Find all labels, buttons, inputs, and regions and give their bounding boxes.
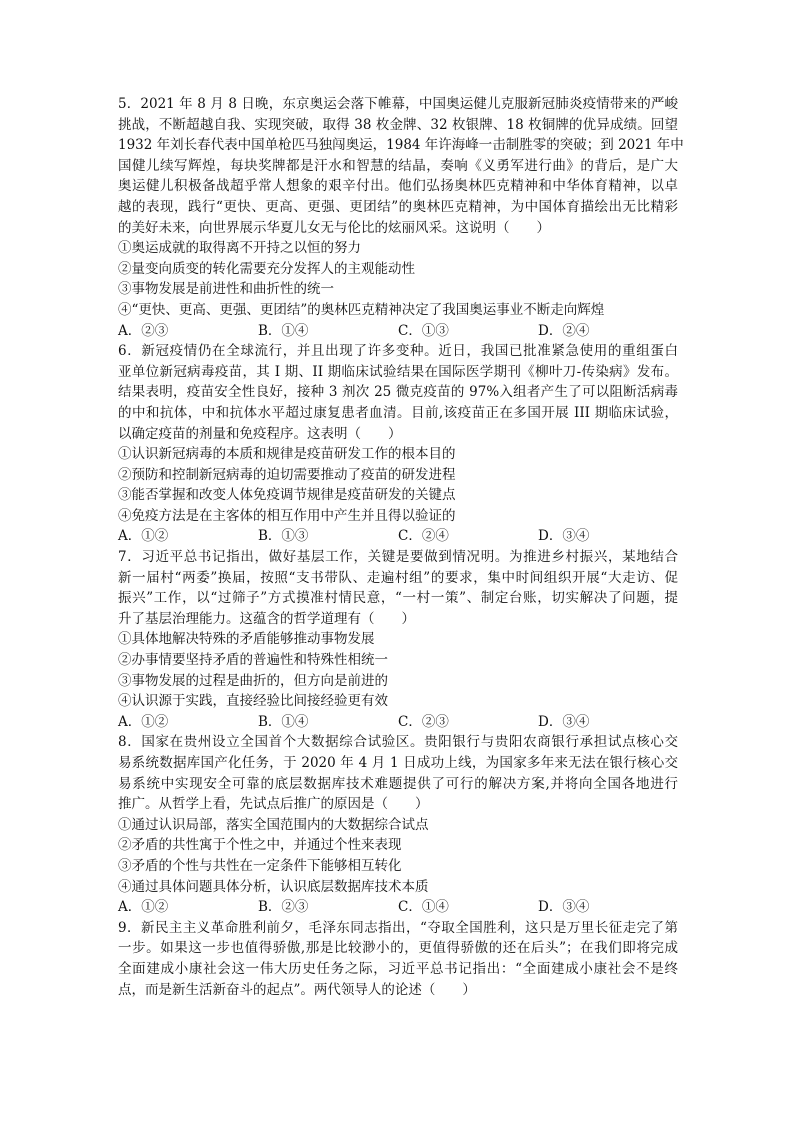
- answer-choice: B．①④: [258, 713, 309, 730]
- question-stem-line: 5．2021 年 8 月 8 日晚，东京奥运会落下帷幕，中国奥运健儿克服新冠肺炎疫情带来的严峻: [118, 96, 678, 112]
- answer-choices: [118, 321, 678, 342]
- question-stem-line: 亚单位新冠病毒疫苗，其 I 期、II 期临床试验结果在国际医学期刊《柳叶刀-传染病》发布。: [118, 363, 678, 380]
- answer-choices: [118, 526, 678, 547]
- question-5: [118, 94, 684, 341]
- question-stem-line: 的美好未来，向世界展示华夏儿女无与伦比的炫丽风采。这说明（ ）: [118, 219, 550, 236]
- statement-option: ②量变向质变的转化需要充分发挥人的主观能动性: [118, 260, 415, 277]
- question-7: [118, 547, 678, 732]
- statement-option: ②矛盾的共性寓于个性之中，并通过个性来表现: [118, 837, 402, 854]
- question-stem-line: 点，而是新生活新奋斗的起点”。两代领导人的论述（ ）: [118, 981, 476, 998]
- question-stem-line: 奥运健儿积极备战超乎常人想象的艰辛付出。他们弘扬奥林匹克精神和中华体育精神，以卓: [118, 178, 678, 195]
- question-8: [118, 732, 678, 917]
- statement-option: ②预防和控制新冠病毒的迫切需要推动了疫苗的研发进程: [118, 466, 456, 483]
- answer-choice: B．①④: [258, 322, 309, 339]
- statement-option: ①奥运成就的取得离不开持之以恒的努力: [118, 240, 361, 257]
- answer-choice: D．③④: [538, 713, 590, 730]
- question-stem-line: 挑战，不断超越自我、实现突破，取得 38 枚金牌、32 枚银牌、18 枚铜牌的优异成绩。回望: [118, 116, 678, 133]
- question-stem-line: 新一届村“两委”换届，按照“支书带队、走遍村组”的要求，集中时间组织开展“大走访、促: [118, 569, 678, 586]
- question-stem-line: 越的表现，践行“更快、更高、更强、更团结”的奥林匹克精神，为中国体育描绘出无比精彩: [118, 198, 678, 215]
- statement-option: ③矛盾的个性与共性在一定条件下能够相互转化: [118, 857, 402, 874]
- answer-choice: C．②④: [398, 528, 449, 545]
- question-stem-line: 一步。如果这一步也值得骄傲,那是比较渺小的，更值得骄傲的还在后头”；在我们即将完成: [118, 940, 678, 957]
- answer-choice: A．①②: [118, 899, 169, 916]
- question-stem-line: 9．新民主主义革命胜利前夕，毛泽东同志指出，“夺取全国胜利，这只是万里长征走完了第: [118, 919, 678, 936]
- question-stem-line: 国健儿续写辉煌，每块奖牌都是汗水和智慧的结晶，奏响《义勇军进行曲》的背后，是广大: [118, 157, 678, 174]
- statement-option: ②办事情要坚持矛盾的普遍性和特殊性相统一: [118, 652, 388, 669]
- answer-choice: C．①④: [398, 899, 449, 916]
- question-stem-line: 易系统中实现安全可靠的底层数据库技术难题提供了可行的解决方案,并将向全国各地进行: [118, 775, 678, 792]
- question-stem-line: 以确定疫苗的剂量和免疫程序。这表明（ ）: [118, 425, 402, 442]
- question-stem-line: 8．国家在贵州设立全国首个大数据综合试验区。贵阳银行与贵阳农商银行承担试点核心交: [118, 734, 678, 751]
- statement-option: ①具体地解决特殊的矛盾能够推动事物发展: [118, 631, 375, 648]
- question-stem-line: 推广。从哲学上看，先试点后推广的原因是（ ）: [118, 796, 429, 813]
- statement-option: ③能否掌握和改变人体免疫调节规律是疫苗研发的关键点: [118, 487, 456, 504]
- answer-choice: D．②④: [538, 322, 590, 339]
- statement-option: ①认识新冠病毒的本质和规律是疫苗研发工作的根本目的: [118, 446, 456, 463]
- question-stem-line: 升了基层治理能力。这蕴含的哲学道理有（ ）: [118, 610, 415, 627]
- question-stem-line: 全面建成小康社会这一伟大历史任务之际，习近平总书记指出：“全面建成小康社会不是终: [118, 960, 678, 977]
- question-stem-line: 1932 年刘长春代表中国单枪匹马独闯奥运，1984 年许海峰一击制胜零的突破；到 2021 年中: [118, 137, 684, 154]
- answer-choice: D．③④: [538, 528, 590, 545]
- answer-choice: C．②③: [398, 713, 449, 730]
- answer-choice: A．①②: [118, 713, 169, 730]
- statement-option: ④认识源于实践，直接经验比间接经验更有效: [118, 693, 388, 710]
- question-stem-line: 结果表明，疫苗安全性良好，接种 3 剂次 25 微克疫苗的 97%入组者产生了可以阻断活病毒: [118, 384, 678, 401]
- answer-choice: A．①②: [118, 528, 169, 545]
- question-stem-line: 的中和抗体，中和抗体水平超过康复患者血清。目前,该疫苗正在多国开展 III 期临床试验，: [118, 404, 678, 421]
- statement-option: ④免疫方法是在主客体的相互作用中产生并且得以验证的: [118, 507, 456, 524]
- question-stem-line: 易系统数据库国产化任务，于 2020 年 4 月 1 日成功上线，为国家多年来无法在银行核心交: [118, 755, 678, 771]
- question-stem-line: 振兴”工作，以“过筛子”方式摸准村情民意，“一村一策”、制定台账，切实解决了问题，提: [118, 590, 678, 607]
- statement-option: ④通过具体问题具体分析，认识底层数据库技术本质: [118, 878, 429, 895]
- question-9: [118, 918, 678, 1000]
- question-6: [118, 341, 678, 547]
- question-stem-line: 7．习近平总书记指出，做好基层工作，关键是要做到情况明。为推进乡村振兴，某地结合: [118, 549, 678, 566]
- answer-choices: [118, 712, 678, 733]
- answer-choice: A．②③: [118, 322, 169, 339]
- statement-option: ③事物发展是前进性和曲折性的统一: [118, 281, 334, 298]
- statement-option: ④“更快、更高、更强、更团结”的奥林匹克精神决定了我国奥运事业不断走向辉煌: [118, 301, 605, 318]
- exam-page: [118, 94, 684, 1000]
- answer-choice: B．①③: [258, 528, 309, 545]
- answer-choice: B．②③: [258, 899, 309, 916]
- question-stem-line: 6．新冠疫情仍在全球流行，并且出现了许多变种。近日，我国已批准紧急使用的重组蛋白: [118, 343, 678, 360]
- answer-choices: [118, 897, 678, 918]
- answer-choice: D．③④: [538, 899, 590, 916]
- answer-choice: C．①③: [398, 322, 449, 339]
- statement-option: ③事物发展的过程是曲折的，但方向是前进的: [118, 672, 388, 689]
- statement-option: ①通过认识局部，落实全国范围内的大数据综合试点: [118, 816, 429, 833]
